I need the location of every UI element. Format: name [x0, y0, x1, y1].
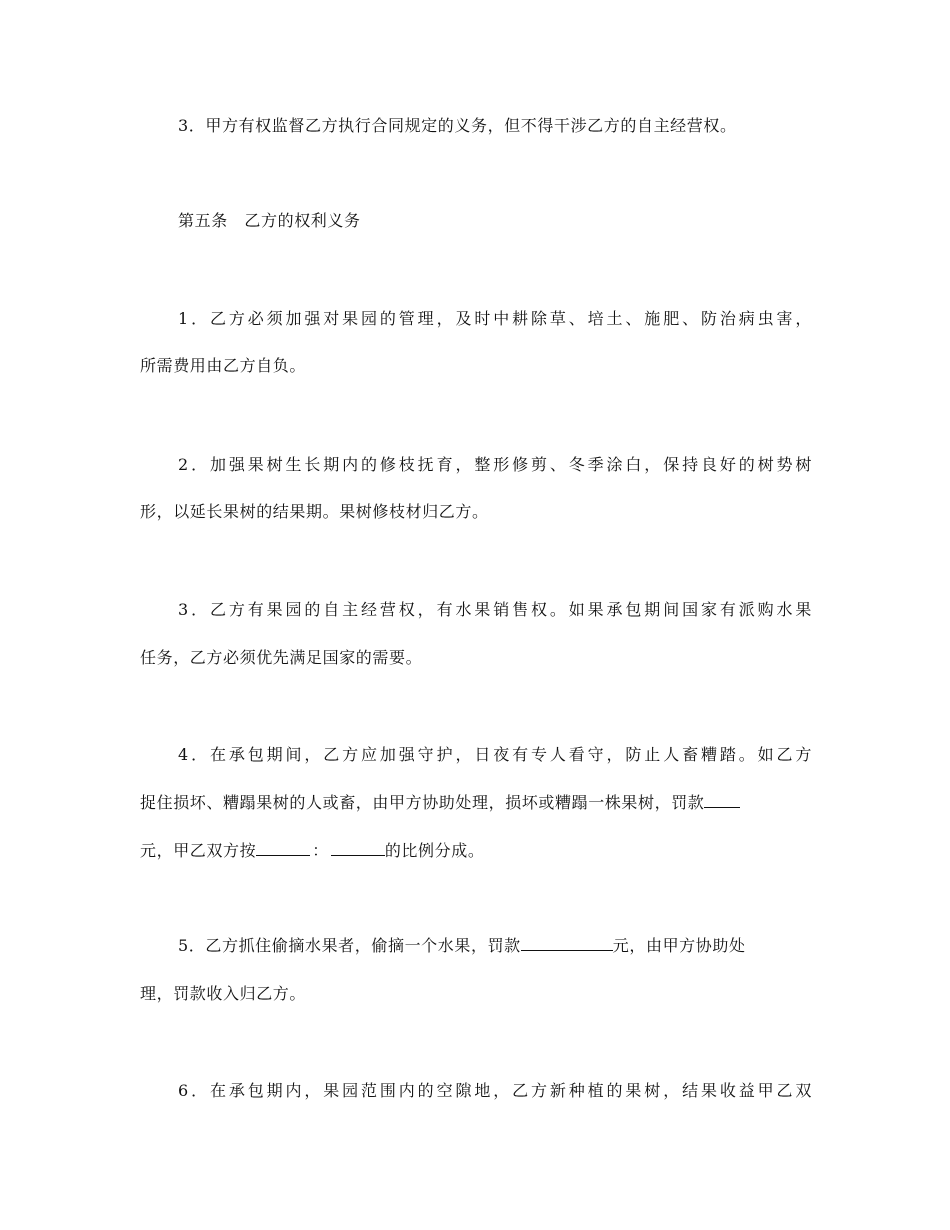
paragraph-5-2-line-1: 2．加强果树生长期内的修枝抚育，整形修剪、冬季涂白，保持良好的树势树 [178, 455, 812, 474]
ratio-owner-blank [256, 841, 310, 856]
paragraph-5-5-line-1-text: 5．乙方抓住偷摘水果者，偷摘一个水果，罚款 [178, 936, 521, 955]
paragraph-5-1-line-1: 1．乙方必须加强对果园的管理，及时中耕除草、培土、施肥、防治病虫害， [178, 309, 812, 328]
paragraph-5-2-line-2: 形，以延长果树的结果期。果树修枝材归乙方。 [140, 502, 489, 521]
paragraph-5-4-line-3 [140, 841, 812, 861]
ratio-contractor-blank [331, 841, 385, 856]
paragraph-5-5-line-1-tail: 元，由甲方协助处 [612, 936, 746, 955]
paragraph-5-6-line-1: 6．在承包期内，果园范围内的空隙地，乙方新种植的果树，结果收益甲乙双 [178, 1081, 812, 1100]
ratio-colon: ： [312, 841, 329, 860]
paragraph-5-5-line-2: 理，罚款收入归乙方。 [140, 984, 307, 1003]
paragraph-5-1-line-2: 所需费用由乙方自负。 [140, 356, 307, 375]
paragraph-5-4-line-2-text: 捉住损坏、糟蹋果树的人或畜，由甲方协助处理，损坏或糟蹋一株果树，罚款 [140, 793, 705, 812]
paragraph-5-5-line-1 [178, 936, 812, 956]
fine-amount-blank [704, 793, 740, 808]
paragraph-5-4-line-3-tail: 的比例分成。 [384, 841, 485, 860]
article-5-heading: 第五条 乙方的权利义务 [178, 211, 361, 230]
paragraph-5-4-line-1: 4．在承包期间，乙方应加强守护，日夜有专人看守，防止人畜糟踏。如乙方 [178, 745, 812, 764]
paragraph-owner-item-3: 3．甲方有权监督乙方执行合同规定的义务，但不得干涉乙方的自主经营权。 [178, 116, 737, 135]
paragraph-5-3-line-1: 3．乙方有果园的自主经营权，有水果销售权。如果承包期间国家有派购水果 [178, 600, 812, 619]
fruit-fine-blank [521, 936, 613, 951]
paragraph-5-4-line-2 [140, 793, 812, 813]
paragraph-5-3-line-2: 任务，乙方必须优先满足国家的需要。 [140, 648, 423, 667]
paragraph-5-4-line-3-text: 元，甲乙双方按 [140, 841, 257, 860]
